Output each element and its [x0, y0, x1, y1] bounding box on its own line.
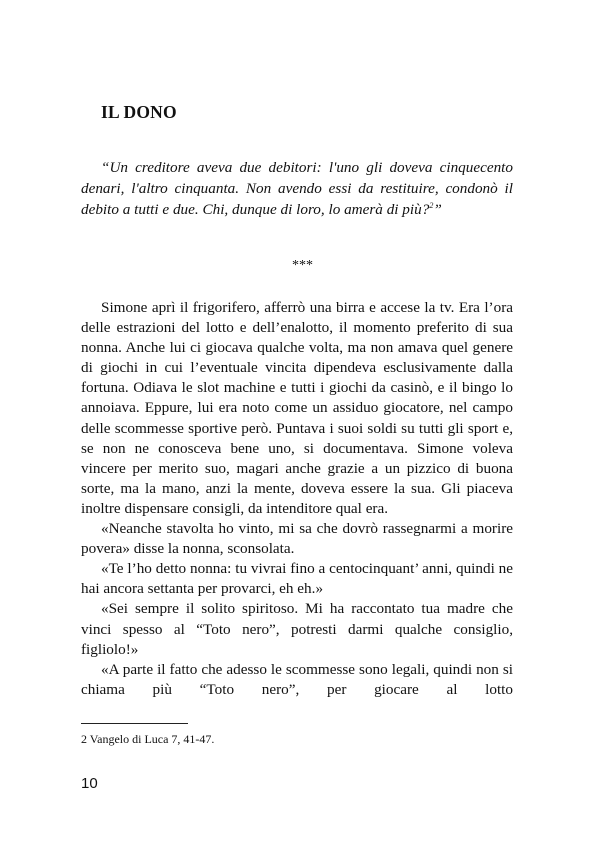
- footnote-reference: 2: [429, 201, 434, 211]
- section-separator: ***: [292, 258, 313, 273]
- footnote-divider: [81, 723, 188, 724]
- body-text: [81, 298, 513, 700]
- epigraph-text: “Un creditore aveva due debitori: l'uno gli doveva cinquecento denari, l'altro cinquanta. Non avendo essi da restituire, condonò il debito a tutti e due. Chi, dunque di loro, lo amerà di più?: [81, 159, 513, 219]
- chapter-title: IL DONO: [101, 102, 177, 122]
- paragraph: «A parte il fatto che adesso le scommesse sono legali, quindi non si chiama più “Toto nero”, per giocare al lotto: [81, 660, 513, 698]
- paragraph: «Sei sempre il solito spiritoso. Mi ha raccontato tua madre che vinci spesso al “Toto nero”, potresti darmi qualche consiglio, figliolo!»: [81, 600, 513, 658]
- paragraph: «Te l’ho detto nonna: tu vivrai fino a centocinquant’ anni, quindi ne hai ancora settanta per provarci, eh eh.»: [81, 560, 513, 598]
- paragraph: Simone aprì il frigorifero, afferrò una birra e accese la tv. Era l’ora delle estrazioni del lotto e dell’enalotto, il momento preferito di sua nonna. Anche lui ci giocava qualche volta, ma non amava quel genere di giochi in cui l’eventuale vincita dipendeva esclusivamente dalla fortuna. Odiava le slot machine e tutti i giochi da casinò, e il bingo lo annoiava. Eppure, lui era noto come un assiduo giocatore, nel campo delle scommesse sportive però. Puntava i suoi soldi su tutti gli sport e, se non ne conosceva bene uno, si documentava. Simone voleva vincere per merito suo, magari anche grazie a un pizzico di buona sorte, ma la mano, anzi la mente, doveva essere la sua. Gli piaceva inoltre dispensare consigli, da intenditore qual era.: [81, 299, 513, 517]
- epigraph-closing-quote: ”: [433, 201, 442, 219]
- page-number: 10: [81, 775, 98, 792]
- footnote: 2 Vangelo di Luca 7, 41-47.: [81, 732, 215, 746]
- epigraph-quote: [81, 157, 513, 221]
- paragraph: «Neanche stavolta ho vinto, mi sa che dovrò rassegnarmi a morire povera» disse la nonna, sconsolata.: [81, 520, 513, 558]
